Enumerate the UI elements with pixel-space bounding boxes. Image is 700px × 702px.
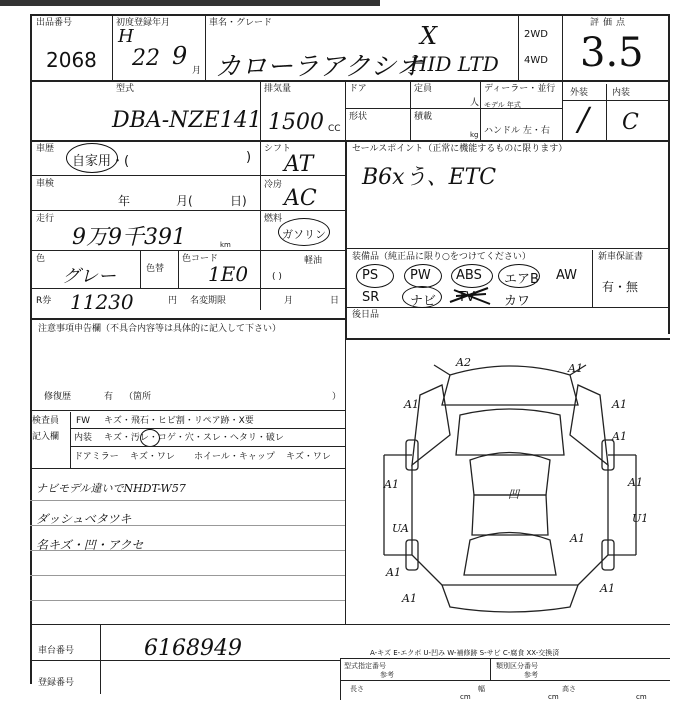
frame-left: [30, 14, 32, 684]
equip-airbag: エアB: [504, 272, 539, 287]
rule1: [30, 500, 345, 501]
fuel-label: 燃料: [264, 214, 283, 224]
mileage-label: 走行: [36, 214, 55, 224]
model-label: 型式: [116, 84, 135, 94]
oil-label: 軽油: [304, 256, 323, 266]
history-circle: [66, 143, 118, 173]
nc-month: 月: [284, 296, 294, 306]
v2: [205, 14, 206, 82]
v6: [345, 80, 346, 140]
fuel: ガソリン: [282, 228, 326, 241]
displacement-label: 排気量: [264, 84, 292, 94]
ac: AC: [284, 186, 317, 211]
ac-label: 冷房: [264, 180, 283, 190]
dm-text: キズ・ワレ: [130, 452, 175, 462]
h-equip: [345, 248, 670, 249]
pw-circle: [404, 264, 442, 288]
v-bottom: [100, 624, 101, 694]
repair-location: （箇所: [124, 392, 152, 402]
equip-aw: AW: [556, 268, 578, 283]
v-color1: [140, 250, 141, 288]
grade-mark: X: [420, 22, 438, 50]
interior-text: キズ・汚レ・コゲ・穴・スレ・ヘタリ・破レ: [104, 433, 284, 443]
mark-u1: U1: [632, 512, 649, 525]
load-label: 積載: [414, 112, 433, 122]
shift: AT: [284, 152, 314, 177]
cc-unit: CC: [328, 124, 341, 134]
chassis-label: 車台番号: [38, 646, 75, 656]
note-3: 名キズ・凹・アクセ: [36, 538, 144, 552]
mark-a1-rear2: A1: [600, 582, 615, 595]
equip-ps: PS: [362, 268, 379, 283]
v4: [562, 14, 563, 140]
repair-label: 修復歴: [44, 392, 72, 402]
mileage: 9万9千391: [72, 225, 186, 250]
rule5: [30, 600, 345, 601]
person-unit: 人: [470, 98, 480, 108]
lot-no: 2068: [46, 48, 97, 72]
recycle: 11230: [70, 290, 134, 314]
wc-text: キズ・ワレ: [286, 452, 331, 462]
h-row2-mid: [345, 108, 562, 109]
exterior-grade: /: [578, 100, 589, 138]
mark-dent: 凹: [508, 488, 519, 501]
note-1: ナビモデル違いでNHDT-W57: [36, 482, 186, 495]
spec-label: 型式指定番号: [344, 662, 386, 670]
v-color2: [178, 250, 179, 288]
v1: [112, 14, 113, 82]
month-unit: 月: [192, 66, 202, 76]
v3: [518, 14, 519, 82]
v-info: [260, 140, 261, 310]
reg-year: 22: [132, 46, 160, 71]
equip-abs: ABS: [456, 268, 482, 283]
insp-v1: [70, 412, 71, 468]
stain-circle: [140, 429, 160, 447]
cm-3: cm: [636, 693, 647, 701]
first-reg-label: 初度登録年月: [116, 18, 171, 28]
door-mirror: ドアミラー: [74, 452, 119, 462]
mark-a1-r4: A1: [570, 532, 585, 545]
history-label: 車歴: [36, 144, 55, 154]
door-label: ドア: [349, 84, 367, 94]
ps-circle: [356, 264, 394, 288]
notes-label: 注意事項申告欄（不具合内容等は具体的に記入して下さい）: [38, 324, 282, 334]
sales-point: B6xう、ETC: [362, 165, 497, 190]
displacement: 1500: [268, 110, 324, 135]
shaken-label: 車検: [36, 179, 55, 189]
cm-2: cm: [548, 693, 559, 701]
width-label: 幅: [478, 685, 485, 693]
reg-label: 登録番号: [38, 678, 75, 688]
history-close: ): [246, 150, 252, 165]
model-year-label: モデル 年式: [484, 101, 521, 109]
mark-a1-r2: A1: [612, 430, 627, 443]
spec-top: [340, 658, 670, 659]
inspector-label2: 記入欄: [32, 432, 60, 442]
v7: [410, 80, 411, 140]
v9: [606, 84, 607, 140]
mark-a1-rear: A1: [402, 592, 417, 605]
history-value: 自家用・(: [72, 154, 130, 169]
nc-day: 日: [330, 296, 340, 306]
height-label: 高さ: [562, 685, 576, 693]
v-warranty: [592, 250, 593, 307]
handle-label: ハンドル 左・右: [484, 126, 550, 136]
h-notes-end: [30, 410, 345, 411]
wheel-cap: ホイール・キャップ: [194, 452, 275, 462]
mark-a2: A2: [456, 356, 471, 369]
shaken-day: 日): [230, 194, 247, 208]
recycle-label: R券: [36, 296, 52, 306]
car-name: カローラアクシオ: [215, 52, 423, 82]
ref-2: 参考: [524, 671, 538, 679]
class-label: 類別区分番号: [496, 662, 538, 670]
mark-a1-l3: A1: [386, 566, 401, 579]
mark-ua: UA: [392, 522, 409, 535]
h-row2: [30, 140, 670, 142]
shaken-month: 月(: [176, 194, 193, 208]
mark-a1-l2: A1: [384, 478, 399, 491]
equip-pw: PW: [410, 268, 431, 283]
shape-label: 形状: [349, 112, 368, 122]
model: DBA-NZE141: [112, 108, 262, 133]
ref-1: 参考: [380, 671, 394, 679]
length-label: 長さ: [350, 685, 364, 693]
name-change-label: 名変期限: [190, 296, 227, 306]
oil-paren: ( ): [272, 272, 282, 282]
interior-insp: 内装: [74, 433, 93, 443]
tv-scribble: [446, 282, 496, 308]
mark-a1-l: A1: [404, 398, 419, 411]
interior-label: 内装: [612, 88, 631, 98]
shaken-year: 年: [118, 194, 131, 208]
score: 3.5: [580, 30, 644, 76]
mark-a1-fr: A1: [568, 362, 583, 375]
title-cut-bar: [0, 0, 380, 6]
exterior-label: 外装: [570, 88, 589, 98]
repaint-label: 色替: [146, 264, 165, 274]
h-info4: [30, 288, 345, 289]
car-name-label: 車名・グレード: [209, 18, 273, 28]
frame-right: [668, 14, 670, 334]
rule4: [30, 575, 345, 576]
equip-navi: ナビ: [410, 294, 437, 309]
after-label: 後日品: [352, 310, 380, 320]
spec-v: [490, 658, 491, 680]
dealer-label: ディーラー・並行: [484, 84, 556, 94]
repair-yes: 有: [104, 392, 114, 402]
legend: A-キズ E-エクボ U-凹み W-補修跡 S-サビ C-腐食 XX-交換済: [370, 649, 560, 657]
kg-unit: kg: [470, 131, 479, 139]
fw-label: FW: [76, 416, 91, 426]
drive-4wd: 4WD: [524, 55, 548, 66]
warranty-value: 有・無: [602, 280, 639, 294]
inspector-label1: 検査員: [32, 416, 60, 426]
v-mid: [345, 140, 347, 340]
chassis: 6168949: [144, 636, 242, 661]
airbag-circle: [498, 264, 540, 288]
equipment-label: 装備品（純正品に限り○をつけてください）: [352, 252, 531, 262]
equip-sr: SR: [362, 290, 380, 305]
insp-h0: [70, 428, 345, 429]
mark-a1-r: A1: [612, 398, 627, 411]
h-after2: [345, 338, 670, 340]
capacity-label: 定員: [414, 84, 433, 94]
h-info5: [30, 318, 345, 320]
drive-2wd: 2WD: [524, 29, 548, 40]
color-label: 色: [36, 254, 46, 264]
color-code: 1E0: [208, 262, 249, 286]
yen-unit: 円: [168, 296, 178, 306]
insp-h1: [70, 446, 345, 447]
cm-1: cm: [460, 693, 471, 701]
spec-mid: [340, 680, 670, 681]
color: グレー: [62, 266, 116, 287]
equip-tv: TV: [458, 290, 475, 305]
note-2: ダッシュベタツキ: [36, 512, 132, 526]
color-code-label: 色コード: [182, 254, 219, 264]
sales-point-label: セールスポイント（正常に機能するものに限ります）: [352, 144, 568, 154]
score-label: 評価点: [590, 18, 630, 28]
equip-leather: カワ: [504, 294, 531, 309]
lot-no-label: 出品番号: [36, 18, 73, 28]
era: H: [118, 26, 134, 47]
navi-circle: [402, 286, 442, 308]
fuel-circle: [278, 218, 330, 246]
interior-grade: C: [622, 110, 639, 135]
reg-month: 9: [172, 42, 188, 70]
v8: [480, 80, 481, 140]
mark-a1-r3: A1: [628, 476, 643, 489]
v-diagram-left: [345, 340, 346, 624]
warranty-label: 新車保証書: [598, 252, 644, 262]
shift-label: シフト: [264, 144, 292, 154]
spec-left: [340, 658, 341, 700]
grade: HID LTD: [410, 52, 499, 76]
km-unit: km: [220, 241, 231, 249]
frame-top: [30, 14, 670, 16]
h-insp-end: [30, 468, 345, 469]
h-bottom: [30, 624, 670, 625]
repair-close: ）: [332, 392, 342, 402]
fw-text: キズ・飛石・ヒビ割・リペア跡・X要: [104, 416, 254, 426]
